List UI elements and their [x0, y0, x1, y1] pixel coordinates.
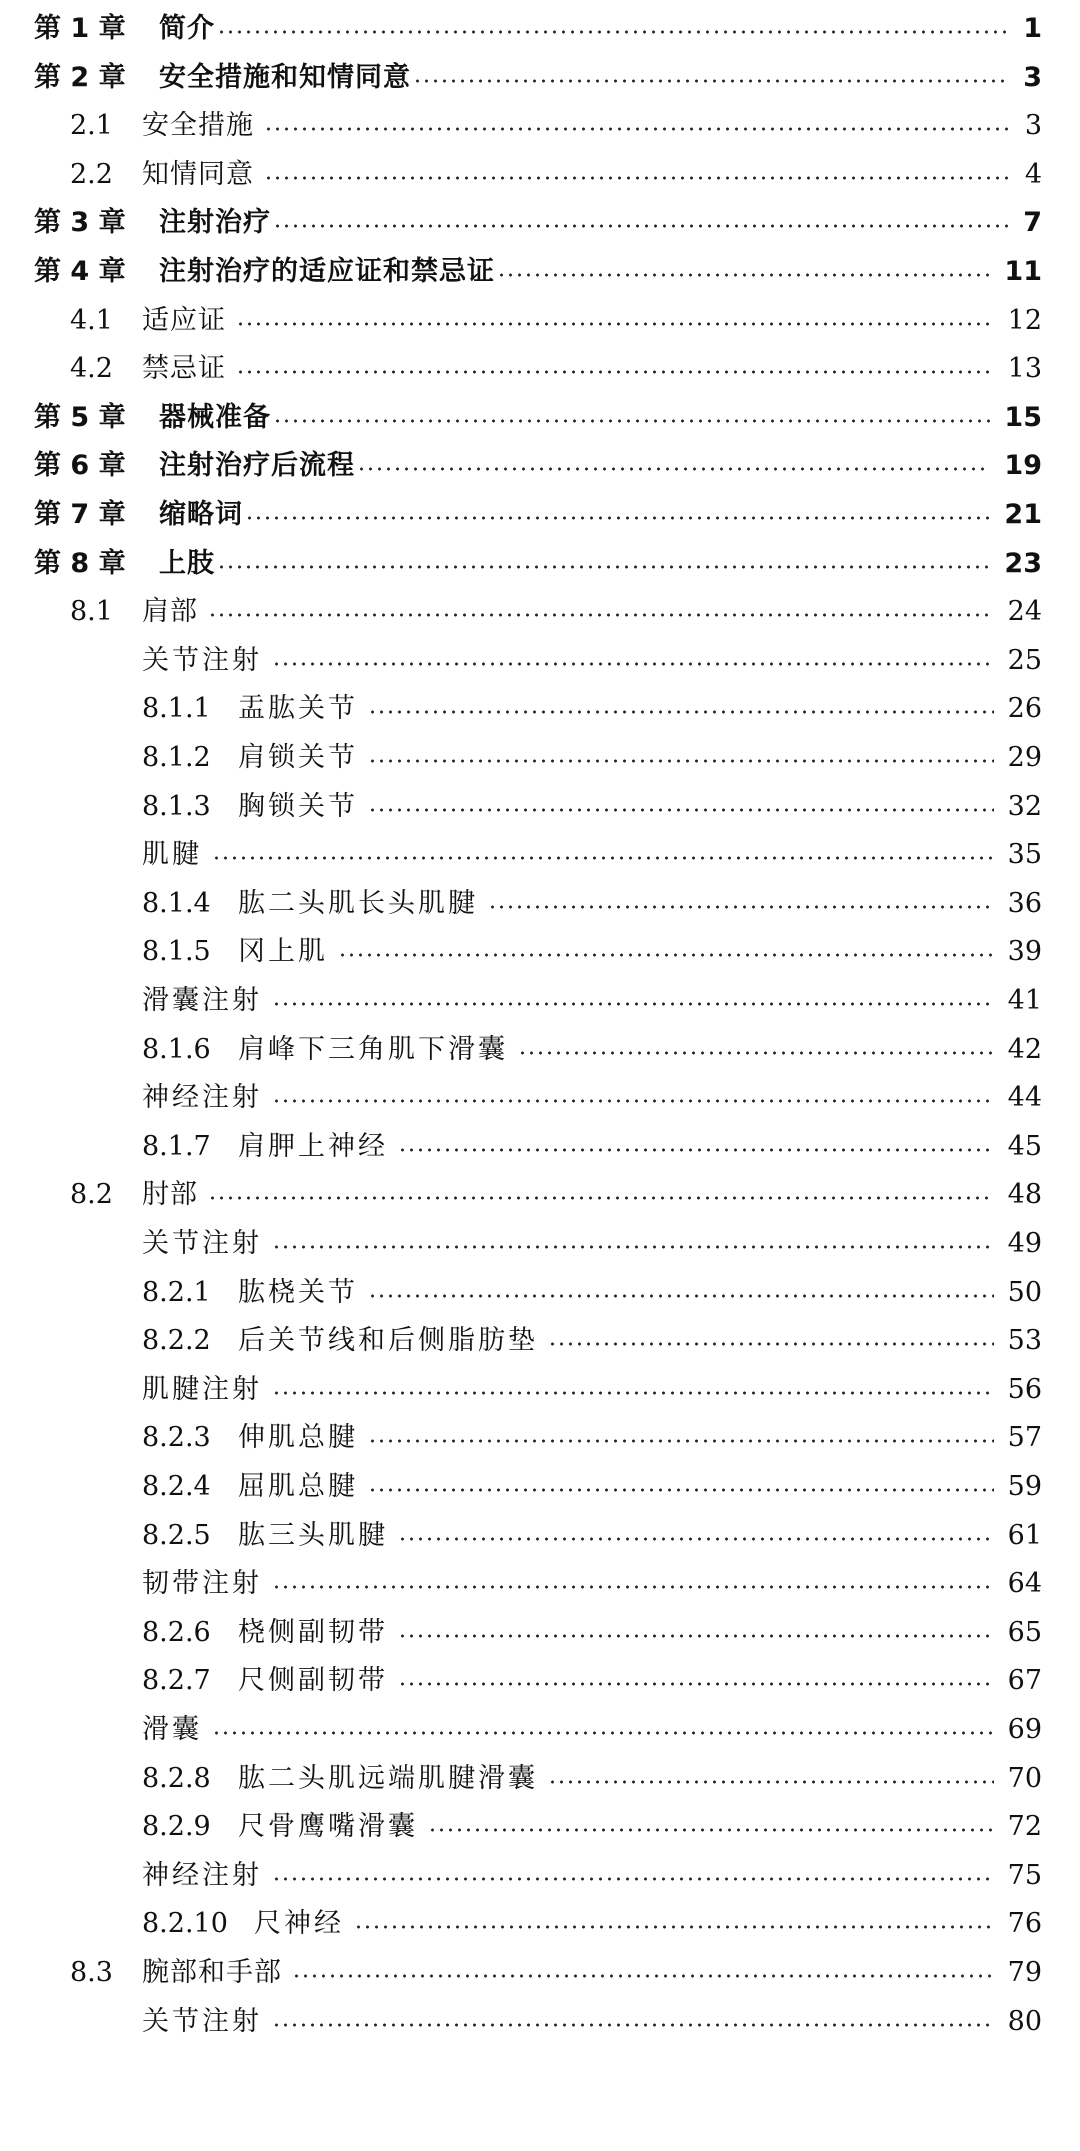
toc-entry-number: 8.1 [70, 596, 113, 628]
toc-subsection-entry[interactable] [0, 733, 1080, 783]
toc-entry-page-number: 44 [1007, 1082, 1042, 1114]
toc-entry-title: 肌腱 [142, 839, 202, 871]
toc-dot-leader [236, 370, 994, 374]
toc-entry-title: 肱二头肌远端肌腱滑囊 [238, 1762, 538, 1794]
toc-entry-page-number: 7 [1023, 207, 1042, 239]
toc-dot-leader [428, 1828, 994, 1832]
toc-entry-number: 2.1 [70, 110, 113, 142]
toc-dot-leader [272, 2023, 994, 2027]
toc-entry-title: 伸肌总腱 [238, 1422, 358, 1454]
toc-subsection-entry[interactable] [0, 879, 1080, 929]
toc-section-entry[interactable] [0, 101, 1080, 151]
toc-entry-page-number: 4 [1024, 158, 1042, 190]
toc-dot-leader [217, 565, 990, 569]
toc-entry-number: 8.2.1 [142, 1276, 211, 1308]
toc-chapter-entry[interactable] [0, 4, 1080, 54]
toc-dot-leader [272, 662, 994, 666]
toc-entry-number: 8.2.3 [142, 1422, 211, 1454]
toc-dot-leader [548, 1342, 994, 1346]
toc-entry-title: 桡侧副韧带 [238, 1616, 388, 1648]
toc-subsection-entry[interactable] [0, 1268, 1080, 1318]
toc-chapter-entry[interactable] [0, 539, 1080, 589]
toc-section-entry[interactable] [0, 296, 1080, 346]
toc-group-heading-entry[interactable] [0, 830, 1080, 880]
toc-entry-title: 肱三头肌腱 [238, 1519, 388, 1551]
toc-entry-number: 第 8 章 [34, 547, 126, 579]
toc-entry-page-number: 11 [1004, 256, 1042, 287]
toc-entry-number: 第 1 章 [34, 13, 126, 44]
toc-subsection-entry[interactable] [0, 684, 1080, 734]
toc-dot-leader [208, 1196, 994, 1200]
toc-entry-page-number: 15 [1004, 401, 1042, 433]
toc-dot-leader [272, 1099, 994, 1103]
toc-entry-title: 冈上肌 [238, 936, 328, 968]
toc-section-entry[interactable] [0, 1170, 1080, 1220]
toc-group-heading-entry[interactable] [0, 1073, 1080, 1123]
toc-entry-title: 腕部和手部 [142, 1957, 282, 1988]
toc-entry-number: 8.2 [70, 1179, 113, 1211]
toc-entry-page-number: 56 [1007, 1373, 1042, 1405]
toc-entry-number: 8.1.5 [142, 936, 211, 968]
toc-entry-title: 尺骨鹰嘴滑囊 [238, 1811, 418, 1843]
toc-entry-title: 尺神经 [254, 1908, 344, 1940]
toc-group-heading-entry[interactable] [0, 976, 1080, 1026]
toc-dot-leader [368, 1488, 994, 1492]
toc-entry-title: 简介 [159, 13, 215, 44]
toc-entry-title: 肩胛上神经 [238, 1130, 388, 1162]
toc-entry-number: 8.1.1 [142, 693, 211, 725]
toc-dot-leader [398, 1148, 994, 1152]
toc-entry-page-number: 49 [1007, 1228, 1042, 1259]
toc-entry-title: 关节注射 [142, 2005, 262, 2037]
toc-entry-title: 注射治疗 [159, 207, 271, 239]
toc-entry-page-number: 41 [1007, 985, 1042, 1016]
toc-entry-title: 屈肌总腱 [238, 1471, 358, 1502]
toc-subsection-entry[interactable] [0, 927, 1080, 977]
toc-entry-title: 滑囊 [142, 1714, 202, 1745]
toc-entry-page-number: 26 [1007, 693, 1042, 725]
toc-subsection-entry[interactable] [0, 1802, 1080, 1852]
toc-entry-page-number: 23 [1004, 547, 1042, 579]
toc-entry-title: 滑囊注射 [142, 985, 262, 1016]
toc-entry-number: 8.2.10 [142, 1908, 228, 1940]
toc-entry-title: 关节注射 [142, 1228, 262, 1259]
toc-dot-leader [497, 273, 990, 277]
toc-chapter-entry[interactable] [0, 198, 1080, 248]
toc-entry-page-number: 19 [1004, 450, 1042, 482]
toc-entry-page-number: 64 [1007, 1568, 1042, 1600]
toc-subsection-entry[interactable] [0, 1754, 1080, 1804]
toc-entry-number: 8.1.6 [142, 1033, 211, 1065]
toc-entry-number: 2.2 [70, 158, 113, 190]
toc-dot-leader [413, 79, 1008, 83]
toc-entry-title: 肘部 [142, 1179, 198, 1211]
toc-entry-number: 第 6 章 [34, 450, 126, 482]
toc-entry-number: 8.2.5 [142, 1519, 211, 1551]
toc-entry-page-number: 57 [1007, 1422, 1042, 1454]
toc-dot-leader [368, 710, 994, 714]
toc-dot-leader [368, 1294, 994, 1298]
toc-section-entry[interactable] [0, 587, 1080, 637]
toc-section-entry[interactable] [0, 344, 1080, 394]
toc-entry-page-number: 50 [1007, 1276, 1042, 1308]
toc-entry-title: 神经注射 [142, 1082, 262, 1114]
toc-entry-page-number: 13 [1007, 353, 1042, 385]
toc-entry-page-number: 79 [1007, 1957, 1042, 1988]
toc-entry-page-number: 24 [1007, 596, 1042, 628]
toc-entry-number: 8.2.2 [142, 1325, 211, 1357]
toc-dot-leader [338, 953, 994, 957]
toc-entry-page-number: 75 [1007, 1859, 1042, 1891]
toc-dot-leader [548, 1780, 994, 1784]
toc-entry-title: 神经注射 [142, 1859, 262, 1891]
toc-entry-number: 4.2 [70, 353, 113, 385]
toc-dot-leader [217, 30, 1008, 34]
toc-dot-leader [354, 1925, 994, 1929]
toc-entry-page-number: 65 [1007, 1616, 1042, 1648]
toc-group-heading-entry[interactable] [0, 636, 1080, 686]
toc-entry-title: 盂肱关节 [238, 693, 358, 725]
toc-entry-number: 第 4 章 [34, 256, 126, 287]
toc-entry-number: 8.2.8 [142, 1762, 211, 1794]
toc-entry-page-number: 59 [1007, 1471, 1042, 1502]
toc-subsection-entry[interactable] [0, 1413, 1080, 1463]
toc-group-heading-entry[interactable] [0, 1219, 1080, 1269]
toc-entry-page-number: 53 [1007, 1325, 1042, 1357]
toc-entry-title: 肩峰下三角肌下滑囊 [238, 1033, 508, 1065]
toc-entry-number: 8.1.3 [142, 790, 211, 822]
toc-entry-number: 8.1.4 [142, 887, 211, 919]
toc-entry-number: 4.1 [70, 304, 113, 336]
toc-entry-number: 8.2.4 [142, 1471, 211, 1502]
toc-chapter-entry[interactable] [0, 393, 1080, 443]
toc-subsection-entry[interactable] [0, 1511, 1080, 1561]
toc-entry-title: 后关节线和后侧脂肪垫 [238, 1325, 538, 1357]
toc-entry-title: 肱二头肌长头肌腱 [238, 887, 478, 919]
toc-dot-leader [398, 1537, 994, 1541]
toc-entry-title: 韧带注射 [142, 1568, 262, 1600]
toc-entry-number: 8.1.2 [142, 742, 211, 773]
toc-dot-leader [208, 613, 994, 617]
toc-entry-page-number: 69 [1007, 1714, 1042, 1745]
toc-entry-page-number: 76 [1007, 1908, 1042, 1940]
toc-entry-title: 肩部 [142, 596, 198, 628]
toc-chapter-entry[interactable] [0, 53, 1080, 103]
toc-dot-leader [273, 419, 990, 423]
toc-group-heading-entry[interactable] [0, 1851, 1080, 1901]
toc-entry-title: 上肢 [159, 547, 215, 579]
toc-entry-page-number: 39 [1007, 936, 1042, 968]
toc-chapter-entry[interactable] [0, 441, 1080, 491]
toc-subsection-entry[interactable] [0, 1122, 1080, 1172]
toc-entry-number: 8.2.6 [142, 1616, 211, 1648]
toc-subsection-entry[interactable] [0, 1462, 1080, 1512]
toc-subsection-entry[interactable] [0, 1025, 1080, 1075]
toc-dot-leader [272, 1877, 994, 1881]
toc-subsection-entry[interactable] [0, 1608, 1080, 1658]
toc-dot-leader [518, 1051, 994, 1055]
toc-group-heading-entry[interactable] [0, 1705, 1080, 1755]
toc-entry-number: 第 7 章 [34, 499, 126, 530]
toc-dot-leader [488, 905, 994, 909]
toc-entry-title: 胸锁关节 [238, 790, 358, 822]
toc-entry-page-number: 25 [1007, 644, 1042, 676]
toc-entry-title: 安全措施和知情同意 [159, 61, 411, 93]
toc-subsection-entry[interactable] [0, 1899, 1080, 1949]
toc-entry-page-number: 70 [1007, 1762, 1042, 1794]
toc-dot-leader [272, 1391, 994, 1395]
toc-entry-page-number: 45 [1007, 1130, 1042, 1162]
toc-dot-leader [398, 1682, 994, 1686]
toc-entry-title: 知情同意 [142, 158, 254, 190]
toc-entry-title: 适应证 [142, 304, 226, 336]
toc-entry-title: 器械准备 [159, 401, 271, 433]
toc-group-heading-entry[interactable] [0, 1365, 1080, 1415]
toc-dot-leader [368, 808, 994, 812]
toc-subsection-entry[interactable] [0, 782, 1080, 832]
toc-entry-number: 第 5 章 [34, 401, 126, 433]
toc-entry-page-number: 72 [1007, 1811, 1042, 1843]
toc-entry-title: 注射治疗后流程 [159, 450, 355, 482]
toc-dot-leader [398, 1634, 994, 1638]
toc-entry-page-number: 67 [1007, 1665, 1042, 1697]
toc-group-heading-entry[interactable] [0, 1997, 1080, 2047]
toc-entry-number: 第 3 章 [34, 207, 126, 239]
toc-dot-leader [212, 1731, 994, 1735]
toc-entry-page-number: 48 [1007, 1179, 1042, 1211]
toc-entry-page-number: 32 [1007, 790, 1042, 822]
toc-entry-page-number: 21 [1004, 499, 1042, 530]
toc-subsection-entry[interactable] [0, 1316, 1080, 1366]
toc-dot-leader [272, 1002, 994, 1006]
toc-entry-page-number: 80 [1007, 2005, 1042, 2037]
toc-section-entry[interactable] [0, 1948, 1080, 1998]
toc-entry-page-number: 1 [1023, 13, 1042, 44]
toc-entry-number: 8.2.7 [142, 1665, 211, 1697]
toc-entry-title: 关节注射 [142, 644, 262, 676]
toc-dot-leader [292, 1974, 994, 1978]
toc-dot-leader [236, 322, 994, 326]
toc-chapter-entry[interactable] [0, 247, 1080, 297]
toc-entry-page-number: 61 [1007, 1519, 1042, 1551]
toc-entry-page-number: 3 [1023, 61, 1042, 93]
toc-entry-title: 肱桡关节 [238, 1276, 358, 1308]
toc-entry-title: 安全措施 [142, 110, 254, 142]
toc-dot-leader [245, 516, 990, 520]
toc-dot-leader [272, 1245, 994, 1249]
toc-entry-page-number: 35 [1007, 839, 1042, 871]
toc-dot-leader [264, 127, 1008, 131]
toc-dot-leader [368, 759, 994, 763]
toc-entry-title: 缩略词 [159, 499, 243, 530]
toc-entry-number: 第 2 章 [34, 61, 126, 93]
toc-entry-title: 肩锁关节 [238, 742, 358, 773]
toc-dot-leader [357, 467, 990, 471]
toc-entry-page-number: 42 [1007, 1033, 1042, 1065]
toc-entry-title: 注射治疗的适应证和禁忌证 [159, 256, 495, 287]
toc-dot-leader [264, 176, 1008, 180]
toc-entry-title: 禁忌证 [142, 353, 226, 385]
toc-entry-page-number: 29 [1007, 742, 1042, 773]
toc-section-entry[interactable] [0, 150, 1080, 200]
toc-entry-title: 肌腱注射 [142, 1373, 262, 1405]
toc-dot-leader [273, 224, 1008, 228]
toc-entry-number: 8.1.7 [142, 1130, 211, 1162]
toc-dot-leader [212, 856, 994, 860]
toc-chapter-entry[interactable] [0, 490, 1080, 540]
toc-dot-leader [368, 1439, 994, 1443]
toc-group-heading-entry[interactable] [0, 1559, 1080, 1609]
toc-entry-number: 8.3 [70, 1957, 113, 1988]
toc-subsection-entry[interactable] [0, 1656, 1080, 1706]
toc-entry-page-number: 3 [1024, 110, 1042, 142]
toc-entry-number: 8.2.9 [142, 1811, 211, 1843]
toc-entry-title: 尺侧副韧带 [238, 1665, 388, 1697]
toc-dot-leader [272, 1585, 994, 1589]
toc-entry-page-number: 12 [1007, 304, 1042, 336]
toc-entry-page-number: 36 [1007, 887, 1042, 919]
